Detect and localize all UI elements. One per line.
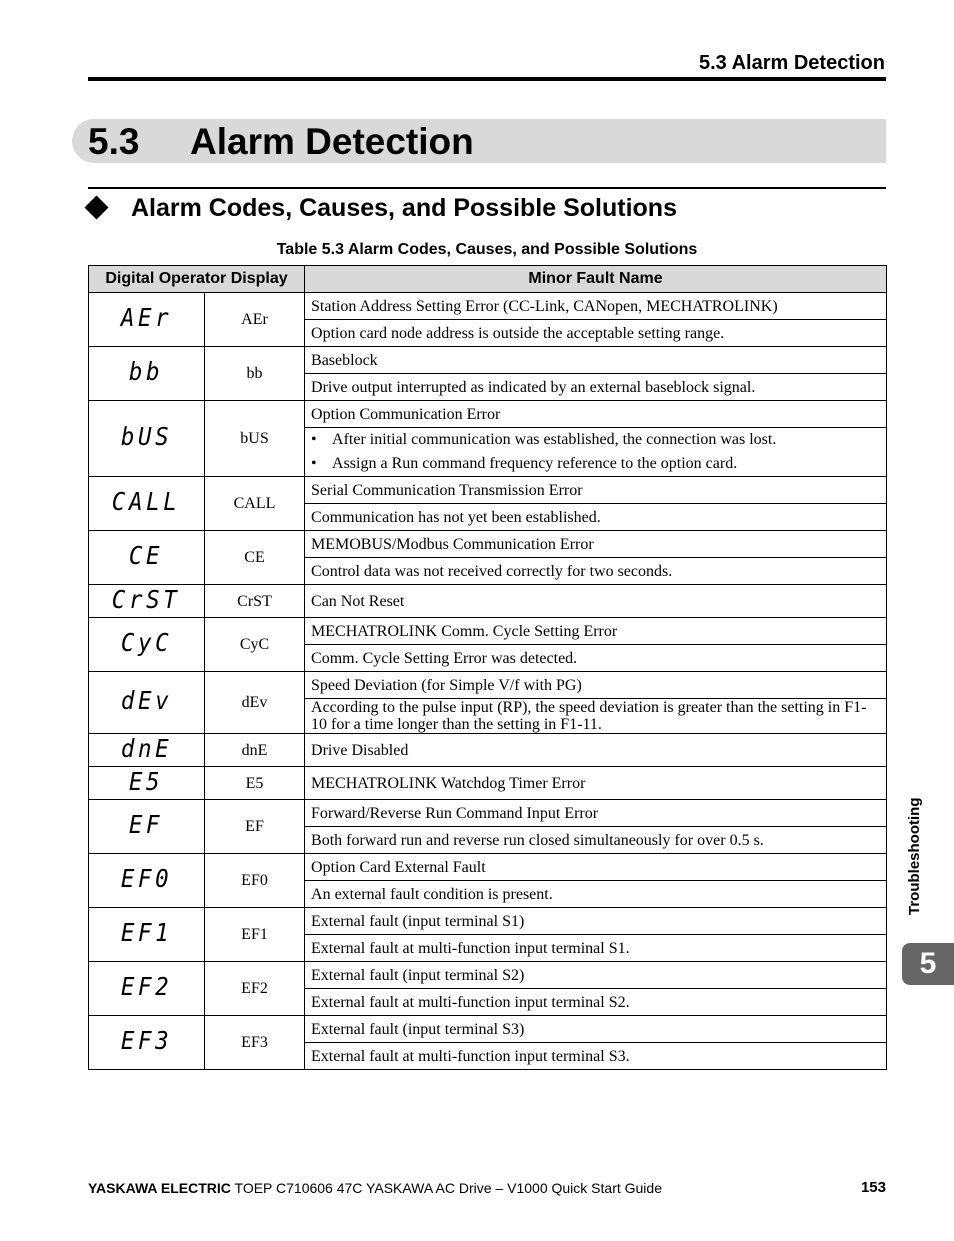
segment-display-cell	[89, 618, 205, 672]
alarm-code-cell: bb	[205, 347, 305, 401]
cause-cell	[305, 428, 887, 477]
alarm-code-cell: CE	[205, 531, 305, 585]
alarm-code-cell: EF2	[205, 962, 305, 1016]
running-header-title: 5.3 Alarm Detection	[699, 52, 885, 74]
bullet-icon: •	[311, 431, 317, 448]
alarm-code-cell: EF0	[205, 854, 305, 908]
segment-display-glyph: dnE	[120, 733, 173, 763]
segment-display-cell	[89, 734, 205, 767]
table-header-row	[89, 266, 887, 293]
segment-display-glyph: EF1	[120, 918, 173, 947]
table-caption: Table 5.3 Alarm Codes, Causes, and Possible Solutions	[276, 241, 698, 258]
table-row	[89, 401, 887, 428]
segment-display-cell	[89, 962, 205, 1016]
segment-display-glyph: EF0	[120, 864, 173, 893]
fault-name-cell: Baseblock	[305, 347, 887, 374]
fault-name-cell: Option Communication Error	[305, 401, 887, 428]
fault-name-cell: MEMOBUS/Modbus Communication Error	[305, 531, 887, 558]
subsection-rule	[88, 187, 886, 189]
segment-display-cell	[89, 401, 205, 477]
alarm-code-cell: dEv	[205, 672, 305, 734]
table-row	[89, 800, 887, 827]
alarm-code-cell: AEr	[205, 293, 305, 347]
segment-display-cell	[89, 477, 205, 531]
cause-bullet-item	[311, 428, 880, 452]
alarm-table	[88, 265, 887, 1070]
footer-doc-info	[88, 1180, 662, 1196]
cause-bullet-text: After initial communication was established, the connection was lost.	[332, 431, 777, 448]
cause-cell: According to the pulse input (RP), the speed deviation is greater than the setting in F1-10 for a time longer than the setting in F1-11.	[305, 699, 887, 734]
alarm-code-cell: dnE	[205, 734, 305, 767]
header-name: Minor Fault Name	[305, 266, 887, 293]
alarm-code-cell: EF3	[205, 1016, 305, 1070]
segment-display-cell	[89, 908, 205, 962]
segment-display-glyph: EF3	[120, 1026, 173, 1055]
alarm-code-cell: CALL	[205, 477, 305, 531]
segment-display-cell	[89, 767, 205, 800]
table-row	[89, 672, 887, 699]
table-row	[89, 618, 887, 645]
table-row	[89, 767, 887, 800]
fault-name-cell: Speed Deviation (for Simple V/f with PG)	[305, 672, 887, 699]
segment-display-glyph: EF2	[120, 972, 173, 1001]
cause-cell: External fault at multi-function input terminal S2.	[305, 989, 887, 1016]
fault-name-cell: Forward/Reverse Run Command Input Error	[305, 800, 887, 827]
cause-cell: External fault at multi-function input terminal S1.	[305, 935, 887, 962]
segment-display-glyph: EF	[129, 810, 164, 839]
section-number: 5.3	[88, 121, 140, 162]
cause-cell: Comm. Cycle Setting Error was detected.	[305, 645, 887, 672]
cause-cell: Communication has not yet been established.	[305, 504, 887, 531]
cause-cell: External fault at multi-function input terminal S3.	[305, 1043, 887, 1070]
cause-bullet-text: Assign a Run command frequency reference to the option card.	[332, 455, 738, 472]
segment-display-glyph: CE	[129, 541, 164, 570]
table-row	[89, 347, 887, 374]
chapter-tab[interactable]: 5	[902, 943, 954, 985]
alarm-code-cell: CrST	[205, 585, 305, 618]
fault-name-cell: Station Address Setting Error (CC-Link, CANopen, MECHATROLINK)	[305, 293, 887, 320]
segment-display-cell	[89, 293, 205, 347]
segment-display-glyph: CALL	[112, 487, 181, 516]
segment-display-cell	[89, 585, 205, 618]
table-row	[89, 585, 887, 618]
segment-display-glyph: bUS	[120, 422, 173, 451]
table-row	[89, 908, 887, 935]
table-row	[89, 962, 887, 989]
segment-display-glyph: E5	[129, 766, 164, 796]
alarm-code-cell: bUS	[205, 401, 305, 477]
fault-name-cell: Serial Communication Transmission Error	[305, 477, 887, 504]
segment-display-glyph: CyC	[120, 628, 173, 657]
segment-display-cell	[89, 854, 205, 908]
cause-cell: Option card node address is outside the acceptable setting range.	[305, 320, 887, 347]
segment-display-cell	[89, 800, 205, 854]
alarm-code-cell: EF	[205, 800, 305, 854]
cause-cell: Control data was not received correctly for two seconds.	[305, 558, 887, 585]
segment-display-cell	[89, 1016, 205, 1070]
segment-display-glyph: AEr	[120, 303, 173, 332]
footer-brand: YASKAWA ELECTRIC	[88, 1180, 231, 1196]
alarm-table-body	[89, 293, 887, 1070]
diamond-bullet-icon	[84, 195, 108, 219]
fault-name-cell: Option Card External Fault	[305, 854, 887, 881]
alarm-code-cell: CyC	[205, 618, 305, 672]
segment-display-cell	[89, 531, 205, 585]
fault-name-cell: External fault (input terminal S3)	[305, 1016, 887, 1043]
header-rule	[88, 77, 886, 81]
fault-name-cell: MECHATROLINK Watchdog Timer Error	[305, 767, 887, 800]
table-row	[89, 293, 887, 320]
bullet-icon: •	[311, 455, 317, 472]
segment-display-glyph: CrST	[112, 584, 181, 614]
section-title: Alarm Detection	[190, 121, 474, 162]
segment-display-glyph: dEv	[120, 686, 173, 715]
segment-display-cell	[89, 347, 205, 401]
subsection-title: Alarm Codes, Causes, and Possible Solutions	[131, 194, 677, 222]
table-row	[89, 854, 887, 881]
table-row	[89, 531, 887, 558]
page-number: 153	[860, 1179, 886, 1196]
alarm-code-cell: E5	[205, 767, 305, 800]
table-row	[89, 477, 887, 504]
cause-bullet-item	[311, 452, 880, 476]
segment-display-cell	[89, 672, 205, 734]
footer-doc: TOEP C710606 47C YASKAWA AC Drive – V1000 Quick Start Guide	[234, 1180, 662, 1196]
cause-cell: Drive output interrupted as indicated by an external baseblock signal.	[305, 374, 887, 401]
cause-cell: Both forward run and reverse run closed simultaneously for over 0.5 s.	[305, 827, 887, 854]
cause-cell: An external fault condition is present.	[305, 881, 887, 908]
table-row	[89, 1016, 887, 1043]
side-tab-label: Troubleshooting	[906, 797, 923, 915]
header-display: Digital Operator Display	[89, 266, 305, 293]
segment-display-glyph: bb	[129, 357, 164, 386]
fault-name-cell: Can Not Reset	[305, 585, 887, 618]
fault-name-cell: Drive Disabled	[305, 734, 887, 767]
alarm-code-cell: EF1	[205, 908, 305, 962]
fault-name-cell: External fault (input terminal S1)	[305, 908, 887, 935]
table-row	[89, 734, 887, 767]
fault-name-cell: MECHATROLINK Comm. Cycle Setting Error	[305, 618, 887, 645]
fault-name-cell: External fault (input terminal S2)	[305, 962, 887, 989]
